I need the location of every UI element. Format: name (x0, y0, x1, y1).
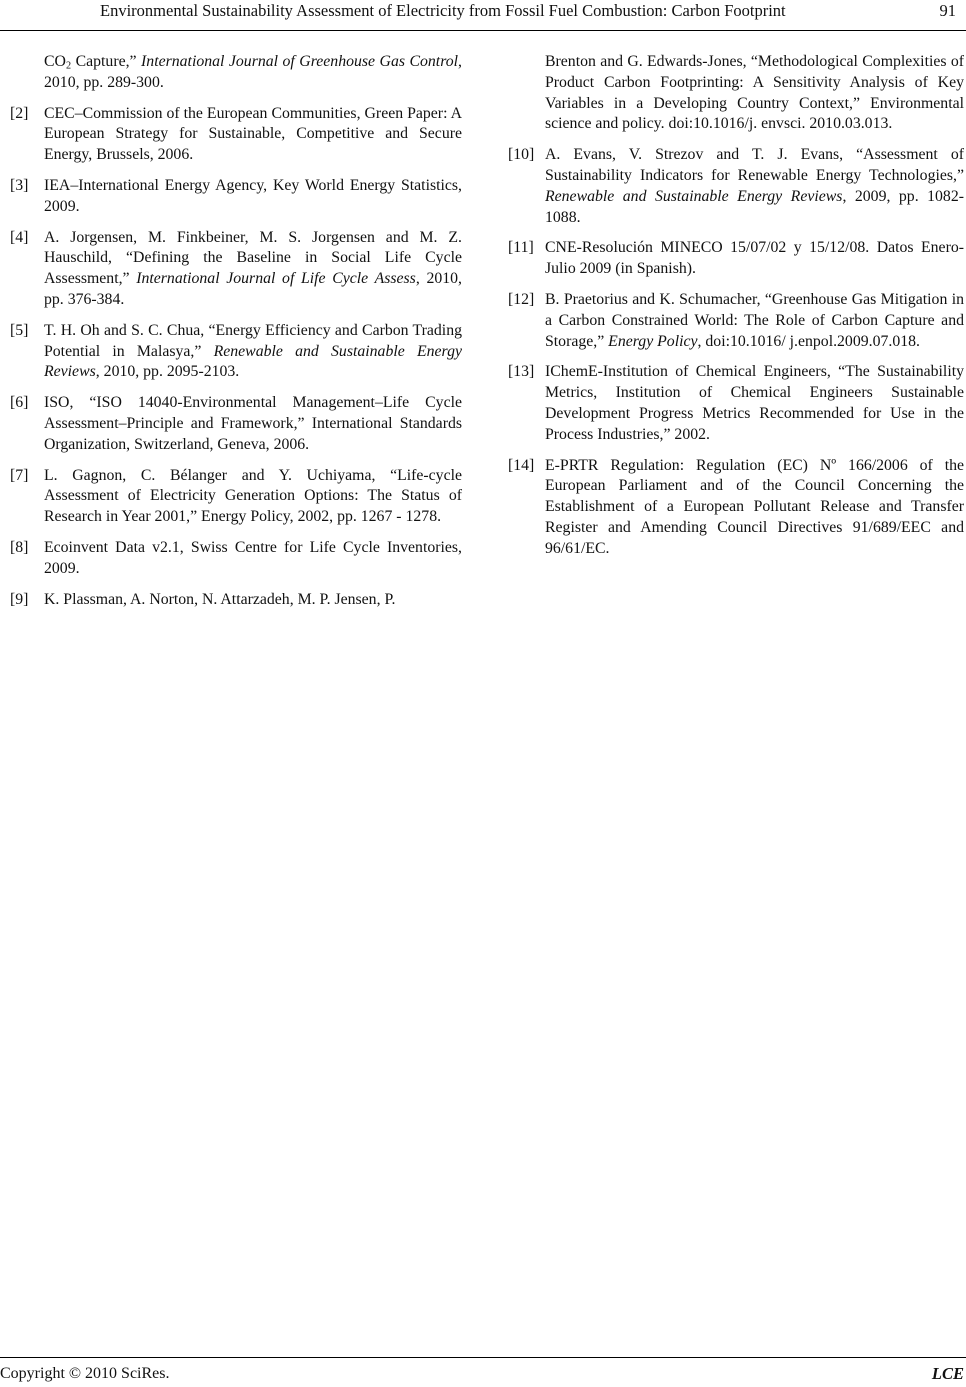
reference-text: IChemE-Institution of Chemical Engineers, “The Sustainability Metrics, Institution of Chemical Engineers Sustainable Development Progress Metrics Recommended for Use in the Process Industries,” 2002. (545, 363, 964, 443)
reference-text: CEC–Commission of the European Communities, Green Paper: A European Strategy for Sustainable, Competitive and Secure Energy, Brussels, 2006. (44, 104, 462, 164)
references-right-column (508, 52, 964, 570)
reference-7 (10, 466, 462, 528)
reference-13 (508, 362, 964, 445)
reference-10: [10] A. Evans, V. Strezov and T. J. Evans, “Assessment of Sustainability Indicators for Renewable Energy Technologies,” Renewable and Sustainable Energy Reviews, 2009, pp. 1082-1088. (508, 146, 964, 226)
page-number: 91 (939, 1, 956, 20)
reference-text: K. Plassman, A. Norton, N. Attarzadeh, M. P. Jensen, P. (44, 590, 396, 608)
journal-name: Renewable and Sustainable Energy Reviews (44, 342, 462, 381)
reference-4: [4] A. Jorgensen, M. Finkbeiner, M. S. Jorgensen and M. Z. Hauschild, “Defining the Baseline in Social Life Cycle Assessment,” International Journal of Life Cycle Assess, 2010, pp. 376-384. (10, 228, 462, 308)
reference-text: E-PRTR Regulation: Regulation (EC) Nº 166/2006 of the European Parliament and of the Council Concerning the Establishment of a European Pollutant Release and Transfer Register and Amending Council Directives 91/689/EEC and 96/61/EC. (545, 456, 964, 557)
reference-continuation: $CO_2$ Capture,” International Journal of Greenhouse Gas Control, 2010, pp. 289-300. (44, 53, 462, 91)
page-footer (0, 1357, 966, 1387)
reference-number: [6] (10, 394, 29, 412)
reference-number: [14] (508, 456, 535, 474)
reference-6 (10, 393, 462, 455)
reference-2 (10, 104, 462, 166)
journal-abbreviation: LCE (931, 1364, 964, 1383)
reference-9 (10, 590, 462, 611)
journal-name: Renewable and Sustainable Energy Reviews (545, 187, 843, 205)
references-left-column (10, 52, 462, 620)
reference-8 (10, 538, 462, 580)
reference-text: L. Gagnon, C. Bélanger and Y. Uchiyama, “Life-cycle Assessment of Electricity Generation Options: The Status of Research in Year 2001,” Energy Policy, 2002, pp. 1267 - 1278. (44, 466, 462, 526)
reference-number: [5] (10, 321, 29, 339)
reference-text: CNE-Resolución MINECO 15/07/02 y 15/12/08. Datos Enero-Julio 2009 (in Spanish). (545, 239, 964, 278)
reference-text: IEA–International Energy Agency, Key World Energy Statistics, 2009. (44, 176, 462, 215)
reference-continuation: Brenton and G. Edwards-Jones, “Methodological Complexities of Product Carbon Footprinting: A Sensitivity Analysis of Key Variables in a Developing Country Context,” Environmental science and policy. doi:10.1016/j. envsci. 2010.03.013. (545, 53, 964, 133)
reference-number: [12] (508, 290, 535, 308)
reference-number: [10] (508, 146, 535, 164)
reference-text: ISO, “ISO 14040-Environmental Management–Life Cycle Assessment–Principle and Framework,” International Standards Organization, Switzerland, Geneva, 2006. (44, 394, 462, 453)
reference-text: Ecoinvent Data v2.1, Swiss Centre for Life Cycle Inventories, 2009. (44, 538, 462, 577)
reference-number: [2] (10, 104, 29, 122)
reference-number: [8] (10, 538, 29, 556)
reference-number: [7] (10, 466, 29, 484)
journal-name: Energy Policy (608, 332, 698, 350)
reference-number: [11] (508, 239, 534, 257)
reference-number: [4] (10, 228, 29, 246)
reference-12: [12] B. Praetorius and K. Schumacher, “Greenhouse Gas Mitigation in a Carbon Constrained World: The Role of Carbon Capture and Storage,” Energy Policy, doi:10.1016/ j.enpol.2009.07.018. (508, 290, 964, 350)
reference-5: [5] T. H. Oh and S. C. Chua, “Energy Efficiency and Carbon Trading Potential in Malasya,” Renewable and Sustainable Energy Reviews, 2010, pp. 2095-2103. (10, 321, 462, 381)
reference-14 (508, 456, 964, 560)
reference-11 (508, 238, 964, 280)
reference-number: [9] (10, 590, 29, 608)
copyright-notice: Copyright © 2010 SciRes. (0, 1365, 170, 1382)
page-header (0, 0, 966, 31)
reference-3 (10, 176, 462, 218)
journal-name: International Journal of Life Cycle Assess (136, 270, 416, 288)
reference-number: [3] (10, 176, 29, 194)
reference-number: [13] (508, 363, 535, 381)
running-title: Environmental Sustainability Assessment of Electricity from Fossil Fuel Combustion: Carbon Footprint (100, 1, 786, 20)
